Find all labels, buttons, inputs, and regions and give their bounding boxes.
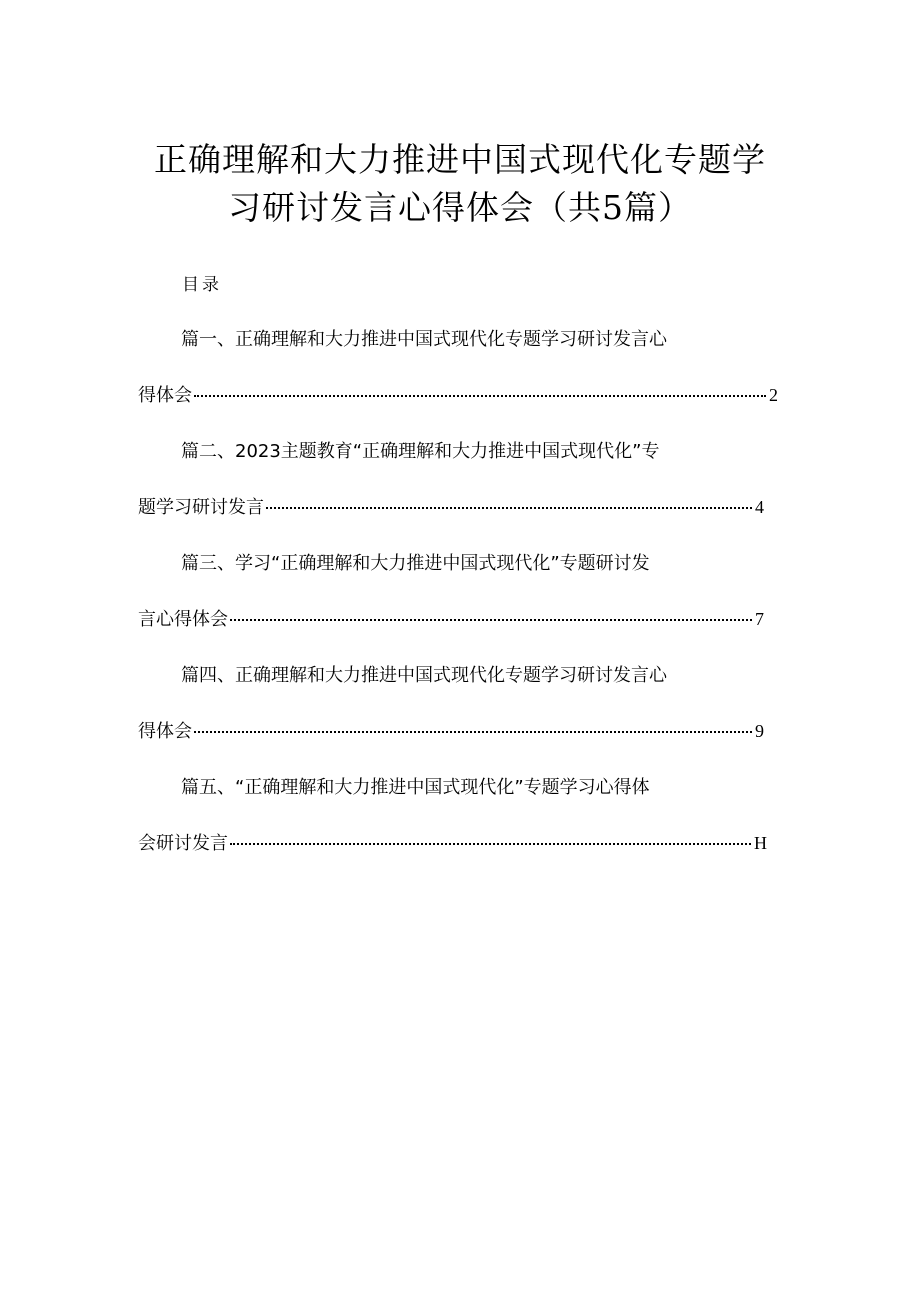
toc-entry-line-2 bbox=[138, 829, 767, 855]
dot-leader bbox=[230, 843, 751, 845]
toc-heading: 目录 bbox=[182, 275, 222, 295]
toc-entry-page-number: 4 bbox=[755, 497, 764, 517]
dot-leader bbox=[194, 395, 766, 397]
toc-entry-page-number: 7 bbox=[755, 609, 764, 629]
toc-entry-page-number: 9 bbox=[755, 721, 764, 741]
toc-entry-title-line-1: 篇二、2023主题教育“正确理解和大力推进中国式现代化”专 bbox=[181, 441, 660, 462]
toc-entry-title-line-2: 题学习研讨发言 bbox=[138, 497, 264, 518]
dot-leader bbox=[194, 731, 752, 733]
dot-leader bbox=[266, 507, 752, 509]
document-title bbox=[120, 136, 800, 232]
title-line-1: 正确理解和大力推进中国式现代化专题学 bbox=[154, 140, 766, 179]
toc-entry-page-number: H bbox=[754, 833, 767, 853]
toc-entry-line-2 bbox=[138, 381, 778, 407]
dot-leader bbox=[230, 619, 752, 621]
toc-entry-page-number: 2 bbox=[769, 385, 778, 405]
toc-entry-title-line-1: 篇五、“正确理解和大力推进中国式现代化”专题学习心得体 bbox=[181, 777, 650, 798]
toc-entry-title-line-1: 篇一、正确理解和大力推进中国式现代化专题学习研讨发言心 bbox=[181, 329, 667, 350]
toc-entry-title-line-2: 得体会 bbox=[138, 721, 192, 742]
toc-entry-title-line-1: 篇四、正确理解和大力推进中国式现代化专题学习研讨发言心 bbox=[181, 665, 667, 686]
toc-entry-title-line-1: 篇三、学习“正确理解和大力推进中国式现代化”专题研讨发 bbox=[181, 553, 650, 574]
toc-entry-title-line-2: 会研讨发言 bbox=[138, 833, 228, 854]
toc-entry-title-line-2: 言心得体会 bbox=[138, 609, 228, 630]
toc-entry-line-2 bbox=[138, 605, 764, 631]
toc-entry-line-2 bbox=[138, 717, 764, 743]
toc-entry-title-line-2: 得体会 bbox=[138, 385, 192, 406]
title-line-2: 习研讨发言心得体会（共5篇） bbox=[228, 188, 692, 227]
toc-entry-line-2 bbox=[138, 493, 764, 519]
